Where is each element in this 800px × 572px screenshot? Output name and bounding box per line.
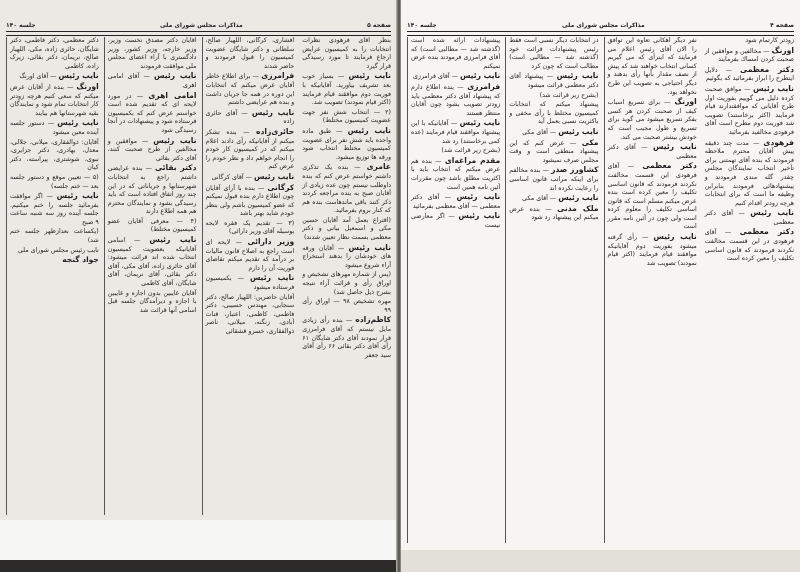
speaker-name: نایب رئیس [652, 142, 697, 152]
paragraph [108, 290, 197, 316]
paragraph: کشاورز صدر — بنده مخالفم برای اینکه مراتب قانون اساسی را رعایت نکرده اند [509, 165, 599, 192]
paragraph: دکتر معظمی — دلایل اینطرح را ابراز بفرمائید که بگوئیم [704, 64, 794, 83]
paragraph: نایب رئیس — آقای حائری زاده [205, 107, 295, 126]
paragraph-text: بکمیسیون فرستاده میشود [205, 275, 295, 292]
paragraph-text: اسامی آقایانیکه بعضویت کمیسیون انتخاب شده اند قرائت میشود: آقای حائری زاده، آقای مکی، آقای دکتر بقائی، آقای نریمان، آقای شایگان، آقای کاظمی [107, 237, 197, 288]
paragraph-text: آقای مکی [522, 128, 548, 136]
speaker-name: نایب رئیس [653, 232, 697, 242]
paragraph-text: آقایان ورقه های خودشان را بدهند استخراج آراء شروع میشود [302, 244, 391, 269]
paragraph: مکی — عرض کنم که این پیشنهاد منطقی است و وقت مجلس صرف نمیشود [509, 137, 599, 164]
paragraph-text: بنده از آقایان عرض میکنم که سعی کنیم هرچه زودتر کار انتخابات تمام شود و نمایندگان بقیه شهرستانها هم بیایند [10, 83, 99, 117]
paragraph [608, 37, 697, 97]
paragraph [509, 92, 598, 101]
paragraph: حائری‌زاده — بنده تشکر میکنم از آقایانیکه رأی دادند اعلام میکنم که در کمیسیون کار خودم را انجام خواهم داد و نظر خودم را عرض کنم [205, 126, 295, 171]
speaker-name: دکتر معظمی [740, 64, 794, 74]
paragraph-text: آقای فرهودی در این قسمت مخالفت نکردند فرمودند که قانون اساسی تکلیف را معین کرده است [704, 229, 794, 263]
paragraph-text: آقایان: ذوالفقاری، میلانی، جلالی، معدل، بهادری، دکتر جزایری، نبوی، شوشتری، پیراسته، دکتر کیان [10, 138, 99, 172]
paragraph-text: برای اطلاع خاطر آقایان عرض میکنم که انتخابات این دوره در همه جا جریان داشت و بنده هم عرایضی داشتم [205, 73, 295, 107]
paragraph-text: پیشنهاد میکنم که انتخابات کمیسیون مختلط با رأی مخفی و باکثریت نسبی بعمل آید [509, 101, 599, 126]
paragraph: نایب رئیس — موافقین و مخالفین از طرح صحبت کنند، آقای دکتر بقائی [107, 135, 197, 162]
speaker-name: نایب رئیس [753, 83, 794, 93]
paragraph [10, 228, 99, 245]
paragraph-text: (اقتراع بعمل آمد آقایان حسین مکی و اسمعیل بیانی و دکتر معظمی بسمت نظار تعیین شدند) [302, 216, 391, 242]
text-columns [6, 37, 391, 515]
paragraph-text: بنده رأی زیادی مایل نیستم که آقای فرامرزی قرار نمودند آقای دکتر شایگان ۶۱ رأی آقای دکتر بقائی ۶۶ رأی آقای سید جعفر [302, 317, 391, 359]
paragraph-text: نفر دیگر اهکانی تعاوه این توافق را الان آقای رئیس اعلام می فرمایند که اینرأی که می گیریم کسانی انتخاب خواهند شد که پیش از نصف مقدار بآنها رأی بدهند و دیگر احتیاجی به تصویب این طرح نخواهد بود. [607, 37, 697, 96]
speaker-name: دکتر بقائی [154, 163, 197, 173]
paragraph-text: آقای دکتر معظمی [704, 210, 794, 226]
speaker-name: وزیر دارائی [247, 237, 295, 247]
paragraph-text: آقایانیکه با این پیشنهاد موافقند قیام فرمایند (عده کمی برخاستند) رد شد [411, 120, 501, 145]
paragraph: نایب رئیس — طبق ماده واحده باید شش نفر برای عضویت کمیسیون مختلط انتخاب شود ورقه ها توزیع میشود. [302, 125, 391, 161]
paragraph-text: موافقین و مخالفین از طرح صحبت کنند، آقای دکتر بقائی [107, 137, 197, 162]
paragraph-text: (۵ — تعیین موقع و دستور جلسه بعد — ختم جلسه) [10, 173, 99, 190]
signature-name: جواد گنجه [62, 255, 99, 265]
paragraph-text: آقای دکتر معظمی — آقای معظمی بفرمائید [411, 194, 501, 210]
paragraph-text: بنده مخالفم برای اینکه مراتب قانون اساسی را رعایت نکرده اند [509, 167, 599, 192]
paragraph-text: بنده اطلاع دارم که پیشنهاد آقای دکتر معظمی باید زودتر تصویب بشود چون آقایان منتظر هستند [411, 83, 501, 117]
paragraph-text: مدت چند دقیقه پیش آقایان محترم ملاحظه فرمودند که بنده آقای تهمتنی برای تأخیر انتخاب نمایندگان مجلس چقدر گله مندی فرمودند و پیشنهادهائی فرمودند بنابراین وظیفه ما است که برای انتخابات هرچه زودتر اقدام کنیم [704, 139, 794, 207]
paragraph: امامی اهری — در مورد لایحه ای که تقدیم شده است خواستم عرض کنم که بکمیسیون فرستاده شود و پیشنهادات در آنجا رسیدگی شود [107, 90, 197, 134]
paragraph [509, 101, 598, 127]
paragraph: نایب رئیس — آقای مکی [522, 193, 599, 203]
paragraph [411, 147, 500, 156]
speaker-name: کرگانی [267, 182, 295, 192]
header-rule [6, 31, 391, 36]
paragraph-text: افشاری، کرگانی، اللهیار صالح، سلطانی و دکتر شایگان عضویت کمیسیون را قبول فرمودند و حاضر شدند [205, 37, 295, 70]
paragraph-text: در مورد لایحه ای که تقدیم شده است خواستم عرض کنم که بکمیسیون فرستاده شود و پیشنهادات در آنجا رسیدگی شود [107, 92, 197, 134]
paragraph-text: طبق ماده واحده باید شش نفر برای عضویت کمیسیون مختلط انتخاب شود ورقه ها توزیع میشود. [302, 127, 391, 161]
paragraph-text: (بشرح زیر قرائت شد) [539, 91, 599, 99]
speaker-name: فرامرزی [261, 71, 295, 81]
paragraph [302, 217, 391, 243]
paragraph-text: مخالفین و موافقین از صحبت کردن امساك بفرمایند [704, 47, 794, 64]
paragraph: اورنگ — مخالفین و موافقین از صحبت کردن امساك بفرمایند [704, 45, 794, 64]
paragraph: فرامرزی — برای اطلاع خاطر آقایان عرض میکنم که انتخابات این دوره در همه جا جریان داشت و بنده هم عرایضی داشتم [205, 71, 295, 107]
speaker-name: نایب رئیس [348, 242, 391, 252]
speaker-name: نایب رئیس [58, 71, 99, 81]
paragraph: کرگانی — بنده با آرای آقایان چون اطلاع دارم بنده قبول نمیکنم که عضو کمیسیون باشم ولی بنظر خودم شاید بهتر باشد [205, 182, 295, 218]
paragraph-text: دلایل اینطرح را ابراز بفرمائید که بگوئیم [704, 66, 794, 83]
speaker-name: دکتر معظمی [642, 161, 697, 171]
right-page [401, 0, 800, 572]
paragraph-text: بنظر آقای فرهودی نظرات انتخابات را به کمیسیون عرایض ارجاع فرمایند تا مورد رسیدگی قرار گیرد [302, 37, 391, 70]
speaker-name: دکتر معظمی [739, 227, 794, 237]
paragraph: ملک مدنی — بنده عرض میکنم این پیشنهاد رد شود [509, 203, 599, 222]
text-column [505, 37, 598, 543]
paragraph: نایب رئیس — اسامی آقایانیکه بعضویت کمیسیون انتخاب شده اند قرائت میشود: آقای حائری زاده، آقای مکی، آقای دکتر بقائی، آقای نریمان، آقای شایگان، آقای کاظمی [107, 235, 197, 288]
speaker-name: امامی اهری [148, 90, 197, 100]
paragraph: وزیر دارائی — لایحه ای است راجع به اصلاح قانون مالیات بر درآمد که تقدیم میکنم تقاضای فوریت آن را دارم [205, 237, 295, 272]
paragraph-text: پیشنهاد آقای دکتر معظمی قرائت میشود [509, 73, 599, 89]
paragraph [108, 37, 197, 71]
page-number: صفحه ۴ [770, 21, 794, 29]
paragraph-text: (۴ — معرفی آقایان عضو کمیسیون مختلط) [107, 217, 197, 234]
paragraph-text: دستور جلسه آینده معین میشود [10, 120, 99, 136]
paragraph-text: آقای امامی اهری [107, 73, 197, 89]
speaker-name: کاظم‌زاده [355, 315, 391, 325]
paragraph-text: بنده عرایضی داشتم راجع به انتخابات شهرستانها و جریاناتی که در این چند روز اتفاق افتاده است که باید رسیدگی بشود و نمایندگان محترم هم همه اطلاع دارند [107, 165, 197, 216]
session-number: جلسه ۱۴۰ [6, 21, 36, 29]
text-column [604, 37, 697, 543]
speaker-name: نایب رئیس [253, 171, 295, 181]
paragraph [302, 37, 391, 71]
text-column [202, 37, 295, 515]
paragraph-text: بنده با آرای آقایان چون اطلاع دارم بنده قبول نمیکنم که عضو کمیسیون باشم ولی بنظر خودم شاید بهتر باشد [205, 184, 295, 218]
speaker-name: اورنگ [674, 97, 697, 107]
publication-title: مذاکرات مجلس شورای ملی [562, 21, 645, 29]
speaker-name: مکی [581, 137, 599, 147]
speaker-name: مقدم مراغه‌ای [444, 155, 501, 165]
paragraph [206, 220, 295, 237]
paragraph: فرامرزی — بنده اطلاع دارم که پیشنهاد آقای دکتر معظمی باید زودتر تصویب بشود چون آقایان منتظر هستند [411, 81, 501, 117]
paragraph-text: (یکساعت بعدازظهر جلسه ختم شد) [10, 228, 99, 245]
paragraph: نایب رئیس — بسیار خوب بعد تشریف بیاورید. آقایانیکه با فوریت دوم موافقند قیام فرمایند (اکثر قیام نمودند) تصویب شد. [302, 71, 391, 107]
paragraph: نایب رئیس — اگر موافقت بفرمائید جلسه را ختم میکنیم. جلسه آینده روز سه شنبه ساعت ۹ صبح [10, 191, 99, 226]
speaker-name: نایب رئیس [56, 191, 99, 201]
paragraph: دکتر بقائی — بنده عرایضی داشتم راجع به انتخابات شهرستانها و جریاناتی که در این چند روز اتفاق افتاده است که باید رسیدگی بشود و نمایندگان محترم هم همه اطلاع دارند [107, 163, 197, 216]
paragraph: نایب رئیس — آقای امامی اهری [107, 71, 197, 89]
speaker-name: نایب رئیس [456, 192, 501, 202]
paragraph-text: آقایان حاضرین: اللهیار صالح، دکتر سنجابی، مهندس حسیبی، دکتر فاطمی، کاظمی، اعتبار، قنات آبادی، زنگنه، میلانی، ناصر ذوالفقاری، خسرو قشقائی [205, 293, 295, 335]
paragraph-text: آقای اورنگ [19, 73, 49, 81]
page-bottom-margin [401, 550, 800, 572]
speaker-name: نایب رئیس [556, 71, 599, 81]
speaker-name: فرامرزی [467, 81, 501, 91]
paragraph: دکتر معظمی — آقای فرهودی این قسمت مخالفت نکردند فرمودند که قانون اساسی تکلیف را معین کرده است بنده عرض میکنم مسلم است که قانون اساسی تکلیف را معلوم کرده است ولی چون در آئین نامه مقرر است [607, 161, 697, 231]
paragraph: مقدم مراغه‌ای — بنده هم عرض میکنم که انتخاب باید با اکثریت مطلق باشد چون مقررات آئین نامه همین است [411, 155, 501, 191]
speaker-name: نایب رئیس [750, 208, 794, 218]
session-number: جلسه ۱۴۰ [407, 21, 437, 29]
speaker-name: نایب رئیس [153, 71, 197, 81]
paragraph-text: دکتر معظمی، دکتر فاطمی، دکتر شایگان، حائری زاده، مکی، اللهیار صالح، نریمان، دکتر بقائی، زیرک زاده، کاظمی [10, 37, 99, 70]
paragraph-text: آقای کرگانی [211, 173, 244, 181]
paragraph-text: در انتخابات دیگر نسبی است فقط رئیس پیشنهادات قرائت خود (گذشته شد — مطالبی است) مطالب است که چون کرد [509, 37, 599, 70]
paragraph: نایب رئیس — آقای دکتر معظمی — آقای معظمی بفرمائید [411, 192, 501, 210]
paragraph-text: آقای حائری زاده [205, 109, 295, 126]
paragraph-text: (۲ — انتخاب شش نفر جهت عضویت کمیسیون مختلط) [302, 108, 391, 125]
speaker-name: کشاورز صدر [551, 165, 599, 175]
paragraph [108, 218, 197, 235]
paragraph [509, 37, 598, 71]
paragraph: دکتر معظمی — آقای فرهودی در این قسمت مخالفت نکردند فرمودند که قانون اساسی تکلیف را معین کرده است [704, 227, 794, 263]
speaker-name: نایب رئیس [149, 235, 197, 245]
paragraph-text: لایحه ای است راجع به اصلاح قانون مالیات بر درآمد که تقدیم میکنم تقاضای فوریت آن را دارم [205, 239, 295, 272]
signature-role: نایب رئیس مجلس شورای ملی [17, 246, 99, 254]
paragraph [302, 271, 391, 297]
text-column [104, 37, 197, 515]
paragraph: نایب رئیس — بکمیسیون فرستاده میشود [205, 273, 295, 292]
publication-title: مذاکرات مجلس شورای ملی [160, 21, 243, 29]
speaker-name: نایب رئیس [153, 135, 197, 145]
paragraph [302, 109, 391, 126]
paragraph-text: آقایان دکتر مصدق نخست وزیر، وزیر خارجه، وزیر کشور، وزیر دادگستری با آراء اعضای مجلس ملی موافقت فرمودند [107, 37, 197, 70]
paragraph [411, 37, 500, 71]
paragraph-text: عرض کنم که این پیشنهاد منطقی است و وقت مجلس صرف نمیشود [509, 139, 599, 164]
paragraph: نایب رئیس — اگر معارضی نیست [411, 211, 501, 229]
paragraph: نایب رئیس — آقایان ورقه های خودشان را بدهند استخراج آراء شروع میشود [302, 242, 391, 269]
speaker-name: نایب رئیس [459, 118, 501, 128]
speaker-name: نایب رئیس [458, 211, 501, 221]
paragraph-text: بنده تشکر میکنم از آقایانیکه رأی دادند اعلام میکنم که در کمیسیون کار خودم را انجام خواهم داد و نظر خودم را عرض کنم [205, 128, 295, 171]
paragraph-text: (پس از شماره مهرهای تشخیص و اوراق رأی و قرائت آراء نتیجه بشرح ذیل حاصل شد) [302, 271, 391, 296]
paragraph [302, 298, 391, 315]
paragraph [10, 139, 99, 173]
text-columns [407, 37, 794, 543]
page-header [407, 18, 794, 32]
paragraph-text: بنده یک تذکری داشتم خواستم عرض کنم که بنده داوطلب نیستم چون عده زیادی از آقایان صبح به بنده مراجعه کردند ذکر کنند باقی ماندهاست بنده هم که کنار بروم بفرمائید. [302, 164, 391, 215]
paragraph-text: آقایان غایبین بدون اجازه و غایبین با اجازه و دیرآمدگان جلسه قبل اسامی آنها قرائت شد [107, 289, 197, 314]
paragraph-text: رأی گرفته میشود بفوریت دوم آقایانیکه موافقند قیام فرمایند (اکثر قیام نمودند) تصویب شد [607, 234, 697, 267]
paragraph: نایب رئیس — آقایانیکه با این پیشنهاد موافقند قیام فرمایند (عده کمی برخاستند) رد شد [411, 118, 501, 145]
paragraph-text: آقای مکی [522, 195, 548, 203]
speaker-name: ملک مدنی [557, 203, 599, 213]
paragraph-text: اگر موافقت بفرمائید جلسه را ختم میکنیم. جلسه آینده روز سه شنبه ساعت ۹ صبح [10, 193, 99, 226]
paragraph-text: برای تسریع اسباب کیف از صحبت کردن هر کسی بفکر تسریع میشود می گوید برای تسریع و طول مجیب است که خودش بیشتر صحبت می کند. [607, 99, 697, 141]
paragraph-text: بنده هم عرض میکنم که انتخاب باید با اکثریت مطلق باشد چون مقررات آئین نامه همین است [411, 157, 501, 191]
paragraph-text: موافق صحبت کرده دلیل می گوییم بفوریت اول طرح آقایانی که موافقتدارند قیام فرمایند (اکثر برخاستند) تصویب شد فوریت دوم مطرح است آقای فرهودی مخالفید بفرمائید [704, 85, 794, 136]
paragraph-text: آقای فرامرزی [412, 73, 450, 81]
speaker-name: عامری [366, 162, 391, 172]
page-number: صفحه ۵ [367, 21, 391, 29]
speaker-name: اورنگ [76, 81, 99, 91]
paragraph-text: زودتر کارتمام شود [745, 37, 794, 44]
speaker-name: نایب رئیس [348, 71, 391, 81]
paragraph: نایب رئیس — پیشنهاد آقای دکتر معظمی قرائت میشود [509, 71, 599, 89]
speaker-name: نایب رئیس [558, 193, 599, 203]
paragraph-text: (۳ — تقدیم یک فقره لایحه بوسیله آقای وزیر دارائی) [205, 219, 295, 236]
text-column [299, 37, 391, 515]
paragraph: نایب رئیس — آقای کرگانی [211, 171, 295, 181]
speaker-name: نایب رئیس [347, 125, 391, 135]
paragraph: اورنگ — بنده از آقایان عرض میکنم که سعی کنیم هرچه زودتر کار انتخابات تمام شود و نمایندگان بقیه شهرستانها هم بیایند [10, 81, 99, 117]
paragraph-text: مهره تشخیص ۹۸ — اوراق رأی ۹۹ [302, 298, 391, 314]
paragraph: نایب رئیس — آقای اورنگ [19, 71, 99, 81]
paragraph: اورنگ — برای تسریع اسباب کیف از صحبت کردن هر کسی بفکر تسریع میشود می گوید برای تسریع و طول مجیب است که خودش بیشتر صحبت می کند. [607, 97, 697, 141]
speaker-name: فرهودی [763, 137, 794, 147]
paragraph [705, 37, 794, 46]
paragraph: نایب رئیس — آقای دکتر معظمی [704, 208, 794, 226]
scan-edge [0, 560, 397, 572]
paragraph [10, 174, 99, 191]
speaker-name: اورنگ [771, 45, 794, 55]
paragraph-text: بنده عرض میکنم این پیشنهاد رد شود [509, 205, 599, 222]
page-header [6, 18, 391, 32]
text-column [407, 37, 500, 543]
speaker-name: نایب رئیس [558, 126, 599, 136]
paragraph-text: (بشرح زیر قرائت شد) [441, 147, 501, 155]
paragraph [206, 294, 295, 337]
speaker-name: نایب رئیس [251, 107, 295, 117]
text-column [6, 37, 99, 515]
paragraph: فرهودی — مدت چند دقیقه پیش آقایان محترم ملاحظه فرمودند که بنده آقای تهمتنی برای تأخیر انتخاب نمایندگان مجلس چقدر گله مندی فرمودند و پیشنهادهائی فرمودند بنابراین وظیفه ما است که برای انتخابات هرچه زودتر اقدام کنیم [704, 137, 794, 207]
paragraph-text: اگر معارضی نیست [411, 213, 501, 229]
left-page [0, 0, 397, 572]
paragraph: نایب رئیس — آقای مکی [522, 126, 599, 136]
speaker-name: حائری‌زاده [256, 126, 295, 136]
paragraph [206, 37, 295, 71]
paragraph: نایب رئیس — موافق صحبت کرده دلیل می گوییم بفوریت اول طرح آقایانی که موافقتدارند قیام فرمایند (اکثر برخاستند) تصویب شد فوریت دوم مطرح است آقای فرهودی مخالفید بفرمائید [704, 83, 794, 136]
paragraph [10, 37, 99, 71]
header-rule [407, 31, 794, 36]
paragraph: نایب رئیس — آقای فرامرزی [412, 71, 501, 81]
paragraph: نایب رئیس — رأی گرفته میشود بفوریت دوم آقایانیکه موافقند قیام فرمایند (اکثر قیام نمودند) تصویب شد [607, 232, 697, 267]
speaker-name: نایب رئیس [459, 71, 501, 81]
text-column [702, 37, 794, 543]
paragraph-text: بسیار خوب بعد تشریف بیاورید. آقایانیکه با فوریت دوم موافقند قیام فرمایند (اکثر قیام نمودند) تصویب شد. [302, 73, 391, 107]
paragraph: نایب رئیس — آقای دکتر معظمی [607, 142, 697, 160]
paragraph: کاظم‌زاده — بنده رأی زیادی مایل نیستم که آقای فرامرزی قرار نمودند آقای دکتر شایگان ۶۱ رأی آقای دکتر بقائی ۶۶ رأی آقای سید جعفر [302, 315, 391, 359]
speaker-name: نایب رئیس [249, 273, 295, 283]
paragraph-text: آقای دکتر معظمی [607, 144, 697, 160]
paragraph-text: پیشنهادات ارائه شده است (گذشته شد — مطالبی است) که آقای فرامرزی فرمودند بنده عرض نمیکنم [411, 37, 501, 70]
paragraph-text: آقای فرهودی این قسمت مخالفت نکردند فرمودند که قانون اساسی تکلیف را معین کرده است بنده عرض میکنم مسلم است که قانون اساسی تکلیف را معلوم کرده است ولی چون در آئین نامه مقرر است [607, 163, 697, 231]
speaker-name: نایب رئیس [57, 118, 99, 128]
paragraph: نایب رئیس — دستور جلسه آینده معین میشود [10, 118, 99, 136]
paragraph: عامری — بنده یک تذکری داشتم خواستم عرض کنم که بنده داوطلب نیستم چون عده زیادی از آقایان صبح به بنده مراجعه کردند ذکر کنند باقی ماندهاست بنده هم که کنار بروم بفرمائید. [302, 162, 391, 215]
